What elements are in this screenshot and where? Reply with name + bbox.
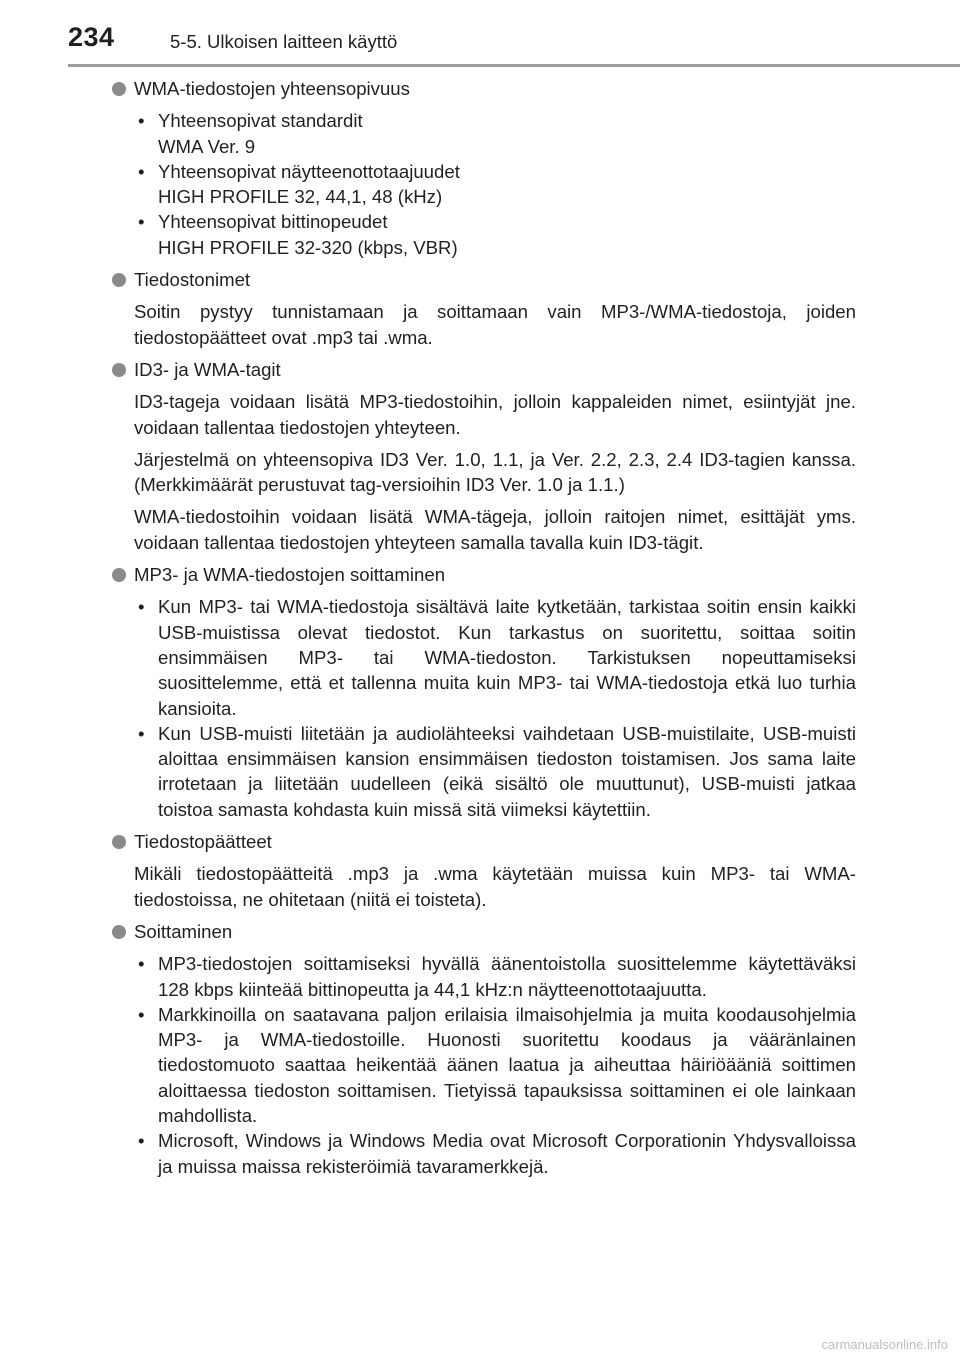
watermark: carmanualsonline.info xyxy=(821,1337,948,1352)
page-header xyxy=(0,0,960,66)
list-item: • Microsoft, Windows ja Windows Media ovat Microsoft Corporationin Yhdysvalloissa ja muissa maissa rekisteröimiä tavaramerkkejä. xyxy=(158,1128,856,1179)
page-content xyxy=(110,76,856,1186)
section-heading xyxy=(110,267,856,292)
paragraph: Mikäli tiedostopäätteitä .mp3 ja .wma käytetään muissa kuin MP3- tai WMA-tiedostoissa, ne ohitetaan (niitä ei toisteta). xyxy=(134,863,856,910)
list-item: • MP3-tiedostojen soittamiseksi hyvällä äänentoistolla suosittelemme käytettäväksi 128 kbps kiinteää bittinopeutta ja 44,1 kHz:n näytteenottotaajuutta. xyxy=(158,951,856,1002)
section-heading xyxy=(110,357,856,382)
heading-text: WMA-tiedostojen yhteensopivuus xyxy=(134,78,410,99)
section-wma-compatibility xyxy=(110,76,856,260)
bullet-circle-icon xyxy=(112,925,126,939)
list-item: • Kun USB-muisti liitetään ja audiolähteeksi vaihdetaan USB-muistilaite, USB-muisti aloittaa ensimmäisen kansion ensimmäisen tiedoston toistamisen. Jos sama laite irrotetaan ja liitetään uudelleen (eikä sisältö ole muuttunut), USB-muisti jatkaa toistoa samasta kohdasta kuin missä sitä viimeksi käytettiin. xyxy=(158,721,856,822)
heading-text: Tiedostopäätteet xyxy=(134,831,272,853)
list-item-value: WMA Ver. 9 xyxy=(158,135,256,157)
paragraph: Soitin pystyy tunnistamaan ja soittamaan vain MP3-/WMA-tiedostoja, joiden tiedostopäätteet ovat .mp3 tai .wma. xyxy=(134,301,856,348)
section-id3-wma-tags xyxy=(110,357,856,555)
section-playback-mp3-wma xyxy=(110,562,856,822)
heading-text: ID3- ja WMA-tagit xyxy=(134,358,281,380)
list-item-label: • Yhteensopivat standardit xyxy=(158,110,363,132)
list-item xyxy=(158,209,856,260)
list-item-value: HIGH PROFILE 32, 44,1, 48 (kHz) xyxy=(158,186,443,208)
section-heading xyxy=(110,829,856,854)
paragraph: WMA-tiedostoihin voidaan lisätä WMA-tägeja, jolloin raitojen nimet, esittäjät yms. voidaan tallentaa tiedostojen yhteyteen samalla tavalla kuin ID3-tägit. xyxy=(134,506,856,553)
list-item: • Kun MP3- tai WMA-tiedostoja sisältävä laite kytketään, tarkistaa soitin ensin kaikki USB-muistissa olevat tiedostot. Kun tarkastus on suoritettu, soittaa soitin ensimmäisen MP3- tai WMA-tiedoston. Tarkistuksen nopeuttamiseksi suosittelemme, että et tallenna muita kuin MP3- tai WMA-tiedostoja etkä luo turhia kansioita. xyxy=(158,594,856,720)
bullet-circle-icon xyxy=(112,82,126,96)
heading-text: Tiedostonimet xyxy=(134,269,251,291)
bullet-circle-icon xyxy=(112,835,126,849)
section-heading xyxy=(110,76,856,101)
bullet-list xyxy=(110,594,856,822)
list-item-label: • Yhteensopivat bittinopeudet xyxy=(158,211,388,233)
section-playback xyxy=(110,919,856,1179)
section-file-extensions xyxy=(110,829,856,912)
list-item-label: • Yhteensopivat näytteenottotaajuudet xyxy=(158,160,460,182)
list-item xyxy=(158,108,856,159)
bullet-circle-icon xyxy=(112,568,126,582)
section-heading xyxy=(110,919,856,944)
page-number: 234 xyxy=(68,22,115,52)
heading-text: Soittaminen xyxy=(134,920,233,942)
bullet-circle-icon xyxy=(112,273,126,287)
section-heading xyxy=(110,562,856,587)
paragraph: ID3-tageja voidaan lisätä MP3-tiedostoihin, jolloin kappaleiden nimet, esiintyjät jne. voidaan tallentaa tiedostojen yhteyteen. xyxy=(134,391,856,438)
bullet-list xyxy=(110,108,856,260)
section-file-names xyxy=(110,267,856,350)
list-item-value: HIGH PROFILE 32-320 (kbps, VBR) xyxy=(158,236,458,258)
header-rule xyxy=(68,64,960,67)
bullet-list xyxy=(110,951,856,1179)
list-item xyxy=(158,159,856,210)
list-item: • Markkinoilla on saatavana paljon erilaisia ilmaisohjelmia ja muita koodausohjelmia MP3- ja WMA-tiedostoille. Huonosti suoritettu koodaus ja vääränlainen tiedostomuoto saattaa heikentää äänen laatua ja aiheuttaa häiriöääniä soittimen aloittaessa tiedoston soittamisen. Tietyissä tapauksissa soittaminen ei ole lainkaan mahdollista. xyxy=(158,1002,856,1128)
section-title: 5-5. Ulkoisen laitteen käyttö xyxy=(170,31,398,52)
heading-text: MP3- ja WMA-tiedostojen soittaminen xyxy=(134,564,446,586)
paragraph: Järjestelmä on yhteensopiva ID3 Ver. 1.0, 1.1, ja Ver. 2.2, 2.3, 2.4 ID3-tagien kanssa. (Merkkimäärät perustuvat tag-versioihin ID3 Ver. 1.0 ja 1.1.) xyxy=(134,448,856,496)
bullet-circle-icon xyxy=(112,363,126,377)
